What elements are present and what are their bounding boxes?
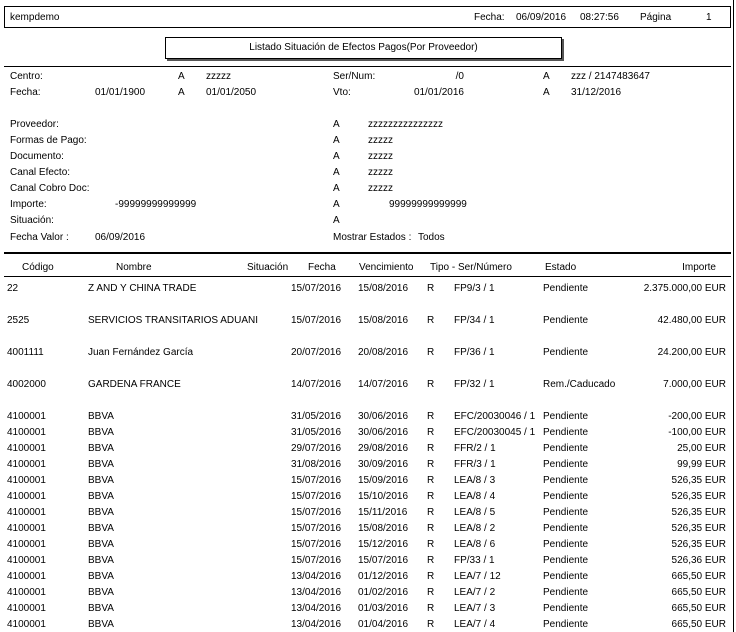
- fecha-valor-label: Fecha Valor :: [10, 232, 69, 243]
- cell-codigo: 4100001: [7, 571, 46, 582]
- cell-tipo: R: [427, 571, 435, 582]
- header-page-label: Página: [640, 12, 672, 23]
- filter-to: zzzzz: [206, 71, 231, 82]
- header-time: 08:27:56: [580, 12, 619, 23]
- filter-to-label: A: [333, 151, 340, 162]
- filter-to: zzz / 2147483647: [571, 71, 650, 82]
- cell-estado: Pendiente: [543, 347, 589, 358]
- cell-importe: 2.375.000,00 EUR: [643, 283, 726, 294]
- filter-to-label: A: [178, 71, 185, 82]
- cell-tipo: R: [427, 379, 435, 390]
- mostrar-estados-label: Mostrar Estados :: [333, 232, 412, 243]
- cell-vencimiento: 14/07/2016: [358, 379, 409, 390]
- filter-to: zzzzz: [368, 167, 393, 178]
- cell-vencimiento: 15/10/2016: [358, 491, 409, 502]
- cell-codigo: 4100001: [7, 411, 46, 422]
- filter-label: Documento:: [10, 151, 64, 162]
- cell-vencimiento: 30/09/2016: [358, 459, 409, 470]
- cell-nombre: BBVA: [88, 427, 114, 438]
- cell-fecha: 15/07/2016: [291, 475, 342, 486]
- cell-fecha: 15/07/2016: [291, 523, 342, 534]
- cell-fecha: 14/07/2016: [291, 379, 342, 390]
- col-header-fecha: Fecha: [308, 262, 336, 273]
- cell-fecha: 15/07/2016: [291, 539, 342, 550]
- filter-to-label: A: [333, 167, 340, 178]
- cell-fecha: 13/04/2016: [291, 603, 342, 614]
- col-header-estado: Estado: [545, 262, 577, 273]
- cell-nombre: BBVA: [88, 619, 114, 630]
- filter-from: /0: [455, 71, 464, 82]
- cell-nombre: BBVA: [88, 459, 114, 470]
- filter-to-label: A: [333, 119, 340, 130]
- cell-vencimiento: 30/06/2016: [358, 427, 409, 438]
- filter-label: Proveedor:: [10, 119, 59, 130]
- cell-sernum: FP/32 / 1: [454, 379, 495, 390]
- filter-to-label: A: [333, 135, 340, 146]
- cell-vencimiento: 20/08/2016: [358, 347, 409, 358]
- cell-importe: 526,36 EUR: [671, 555, 726, 566]
- cell-vencimiento: 29/08/2016: [358, 443, 409, 454]
- cell-tipo: R: [427, 315, 435, 326]
- filter-to: zzzzzzzzzzzzzzz: [368, 119, 443, 130]
- cell-nombre: BBVA: [88, 539, 114, 550]
- filter-to-label: A: [333, 215, 340, 226]
- cell-nombre: BBVA: [88, 411, 114, 422]
- cell-fecha: 31/05/2016: [291, 427, 342, 438]
- cell-fecha: 15/07/2016: [291, 507, 342, 518]
- filter-to: 31/12/2016: [571, 87, 622, 98]
- filter-label: Canal Efecto:: [10, 167, 71, 178]
- cell-estado: Pendiente: [543, 555, 589, 566]
- cell-codigo: 4002000: [7, 379, 46, 390]
- cell-importe: 526,35 EUR: [671, 491, 726, 502]
- cell-nombre: BBVA: [88, 475, 114, 486]
- cell-vencimiento: 15/08/2016: [358, 315, 409, 326]
- cell-codigo: 4100001: [7, 587, 46, 598]
- fecha-valor-value: 06/09/2016: [95, 232, 146, 243]
- cell-nombre: BBVA: [88, 491, 114, 502]
- filter-from: 01/01/1900: [95, 87, 146, 98]
- cell-vencimiento: 15/09/2016: [358, 475, 409, 486]
- cell-vencimiento: 30/06/2016: [358, 411, 409, 422]
- cell-codigo: 2525: [7, 315, 30, 326]
- filter-to: zzzzz: [368, 135, 393, 146]
- cell-codigo: 4100001: [7, 619, 46, 630]
- cell-sernum: LEA/8 / 3: [454, 475, 496, 486]
- cell-nombre: BBVA: [88, 507, 114, 518]
- filter-label: Situación:: [10, 215, 54, 226]
- cell-sernum: EFC/20030045 / 1: [454, 427, 536, 438]
- cell-estado: Pendiente: [543, 571, 589, 582]
- cell-estado: Pendiente: [543, 619, 589, 630]
- cell-tipo: R: [427, 587, 435, 598]
- cell-importe: 526,35 EUR: [671, 523, 726, 534]
- col-header-codigo: Código: [22, 262, 54, 273]
- cell-tipo: R: [427, 619, 435, 630]
- filter-to-label: A: [543, 87, 550, 98]
- filter-label: Centro:: [10, 71, 43, 82]
- cell-tipo: R: [427, 443, 435, 454]
- cell-tipo: R: [427, 539, 435, 550]
- cell-codigo: 4100001: [7, 491, 46, 502]
- cell-codigo: 4100001: [7, 523, 46, 534]
- cell-sernum: EFC/20030046 / 1: [454, 411, 536, 422]
- mostrar-estados-value: Todos: [418, 232, 445, 243]
- cell-vencimiento: 01/03/2016: [358, 603, 409, 614]
- header-user: kempdemo: [10, 12, 60, 23]
- cell-sernum: FP/34 / 1: [454, 315, 495, 326]
- filter-label: Canal Cobro Doc:: [10, 183, 90, 194]
- header-date: 06/09/2016: [516, 12, 567, 23]
- cell-importe: 665,50 EUR: [671, 619, 726, 630]
- page-edge: [733, 0, 734, 632]
- filter-to-label: A: [178, 87, 185, 98]
- col-header-importe: Importe: [682, 262, 716, 273]
- cell-vencimiento: 15/11/2016: [358, 507, 408, 518]
- cell-sernum: LEA/8 / 4: [454, 491, 496, 502]
- cell-estado: Pendiente: [543, 507, 589, 518]
- divider: [4, 276, 731, 277]
- cell-estado: Pendiente: [543, 459, 589, 470]
- cell-codigo: 4100001: [7, 603, 46, 614]
- cell-importe: 526,35 EUR: [671, 475, 726, 486]
- cell-importe: 25,00 EUR: [677, 443, 726, 454]
- header-date-label: Fecha:: [474, 12, 505, 23]
- filter-to-label: A: [333, 199, 340, 210]
- cell-fecha: 20/07/2016: [291, 347, 342, 358]
- cell-codigo: 4100001: [7, 427, 46, 438]
- col-header-tipo: Tipo - Ser/Número: [430, 262, 512, 273]
- cell-nombre: Z AND Y CHINA TRADE: [88, 283, 197, 294]
- cell-tipo: R: [427, 555, 435, 566]
- divider: [4, 252, 731, 254]
- cell-importe: 526,35 EUR: [671, 507, 726, 518]
- cell-tipo: R: [427, 603, 435, 614]
- cell-codigo: 4100001: [7, 475, 46, 486]
- cell-sernum: FP9/3 / 1: [454, 283, 495, 294]
- cell-sernum: FP/36 / 1: [454, 347, 495, 358]
- cell-sernum: LEA/7 / 12: [454, 571, 501, 582]
- cell-nombre: BBVA: [88, 587, 114, 598]
- filter-from: 01/01/2016: [413, 87, 464, 98]
- col-header-situacion: Situación: [247, 262, 289, 273]
- filter-to: zzzzz: [368, 183, 393, 194]
- cell-tipo: R: [427, 475, 435, 486]
- cell-estado: Rem./Caducado: [543, 379, 616, 390]
- cell-fecha: 13/04/2016: [291, 619, 342, 630]
- cell-tipo: R: [427, 411, 435, 422]
- filter-label: Vto:: [333, 87, 351, 98]
- cell-fecha: 13/04/2016: [291, 571, 342, 582]
- cell-fecha: 31/05/2016: [291, 411, 342, 422]
- cell-codigo: 4001111: [7, 347, 44, 358]
- cell-nombre: BBVA: [88, 603, 114, 614]
- cell-estado: Pendiente: [543, 539, 589, 550]
- cell-sernum: FP/33 / 1: [454, 555, 495, 566]
- cell-codigo: 4100001: [7, 507, 46, 518]
- cell-sernum: LEA/7 / 4: [454, 619, 496, 630]
- filter-label: Fecha:: [10, 87, 41, 98]
- cell-nombre: BBVA: [88, 523, 114, 534]
- cell-tipo: R: [427, 507, 435, 518]
- cell-fecha: 31/08/2016: [291, 459, 342, 470]
- cell-vencimiento: 01/02/2016: [358, 587, 409, 598]
- cell-importe: -200,00 EUR: [668, 411, 726, 422]
- filter-to: 01/01/2050: [206, 87, 257, 98]
- filter-label: Importe:: [10, 199, 47, 210]
- cell-fecha: 15/07/2016: [291, 315, 342, 326]
- header-page-number: 1: [706, 12, 712, 23]
- cell-sernum: LEA/8 / 5: [454, 507, 496, 518]
- col-header-nombre: Nombre: [116, 262, 152, 273]
- divider: [4, 66, 731, 67]
- cell-sernum: LEA/7 / 3: [454, 603, 496, 614]
- cell-importe: 24.200,00 EUR: [657, 347, 726, 358]
- cell-tipo: R: [427, 523, 435, 534]
- filter-label: Formas de Pago:: [10, 135, 87, 146]
- cell-estado: Pendiente: [543, 283, 589, 294]
- cell-vencimiento: 15/08/2016: [358, 523, 409, 534]
- cell-importe: 665,50 EUR: [671, 603, 726, 614]
- cell-importe: -100,00 EUR: [668, 427, 726, 438]
- cell-estado: Pendiente: [543, 411, 589, 422]
- cell-fecha: 29/07/2016: [291, 443, 342, 454]
- cell-fecha: 15/07/2016: [291, 491, 342, 502]
- cell-importe: 665,50 EUR: [671, 587, 726, 598]
- cell-tipo: R: [427, 283, 435, 294]
- cell-codigo: 4100001: [7, 539, 46, 550]
- cell-estado: Pendiente: [543, 587, 589, 598]
- col-header-vencimiento: Vencimiento: [359, 262, 414, 273]
- cell-sernum: FFR/2 / 1: [454, 443, 496, 454]
- cell-estado: Pendiente: [543, 427, 589, 438]
- cell-sernum: LEA/8 / 2: [454, 523, 496, 534]
- filter-label: Ser/Num:: [333, 71, 376, 82]
- cell-tipo: R: [427, 347, 435, 358]
- cell-nombre: GARDENA FRANCE: [88, 379, 181, 390]
- cell-importe: 99,99 EUR: [677, 459, 726, 470]
- cell-importe: 526,35 EUR: [671, 539, 726, 550]
- cell-vencimiento: 01/12/2016: [358, 571, 409, 582]
- filter-value: -99999999999999: [115, 199, 197, 210]
- cell-estado: Pendiente: [543, 443, 589, 454]
- cell-fecha: 15/07/2016: [291, 283, 342, 294]
- cell-nombre: SERVICIOS TRANSITARIOS ADUANI: [88, 315, 259, 326]
- cell-vencimiento: 01/04/2016: [358, 619, 409, 630]
- cell-codigo: 4100001: [7, 555, 46, 566]
- cell-fecha: 13/04/2016: [291, 587, 342, 598]
- cell-fecha: 15/07/2016: [291, 555, 342, 566]
- cell-vencimiento: 15/07/2016: [358, 555, 409, 566]
- cell-tipo: R: [427, 491, 435, 502]
- cell-importe: 665,50 EUR: [671, 571, 726, 582]
- cell-nombre: BBVA: [88, 443, 114, 454]
- cell-estado: Pendiente: [543, 475, 589, 486]
- filter-to: 99999999999999: [389, 199, 467, 210]
- cell-vencimiento: 15/12/2016: [358, 539, 409, 550]
- cell-estado: Pendiente: [543, 491, 589, 502]
- cell-sernum: LEA/7 / 2: [454, 587, 496, 598]
- cell-estado: Pendiente: [543, 603, 589, 614]
- cell-codigo: 4100001: [7, 443, 46, 454]
- cell-tipo: R: [427, 427, 435, 438]
- cell-nombre: BBVA: [88, 571, 114, 582]
- cell-estado: Pendiente: [543, 315, 589, 326]
- filter-to-label: A: [543, 71, 550, 82]
- cell-vencimiento: 15/08/2016: [358, 283, 409, 294]
- cell-sernum: FFR/3 / 1: [454, 459, 496, 470]
- cell-codigo: 22: [7, 283, 19, 294]
- report-title: Listado Situación de Efectos Pagos(Por Proveedor): [165, 37, 562, 59]
- report-header: [4, 6, 731, 28]
- filter-to-label: A: [333, 183, 340, 194]
- cell-nombre: BBVA: [88, 555, 114, 566]
- cell-tipo: R: [427, 459, 435, 470]
- cell-estado: Pendiente: [543, 523, 589, 534]
- cell-sernum: LEA/8 / 6: [454, 539, 496, 550]
- cell-codigo: 4100001: [7, 459, 46, 470]
- cell-nombre: Juan Fernández García: [88, 347, 194, 358]
- cell-importe: 7.000,00 EUR: [663, 379, 726, 390]
- cell-importe: 42.480,00 EUR: [657, 315, 726, 326]
- filter-to: zzzzz: [368, 151, 393, 162]
